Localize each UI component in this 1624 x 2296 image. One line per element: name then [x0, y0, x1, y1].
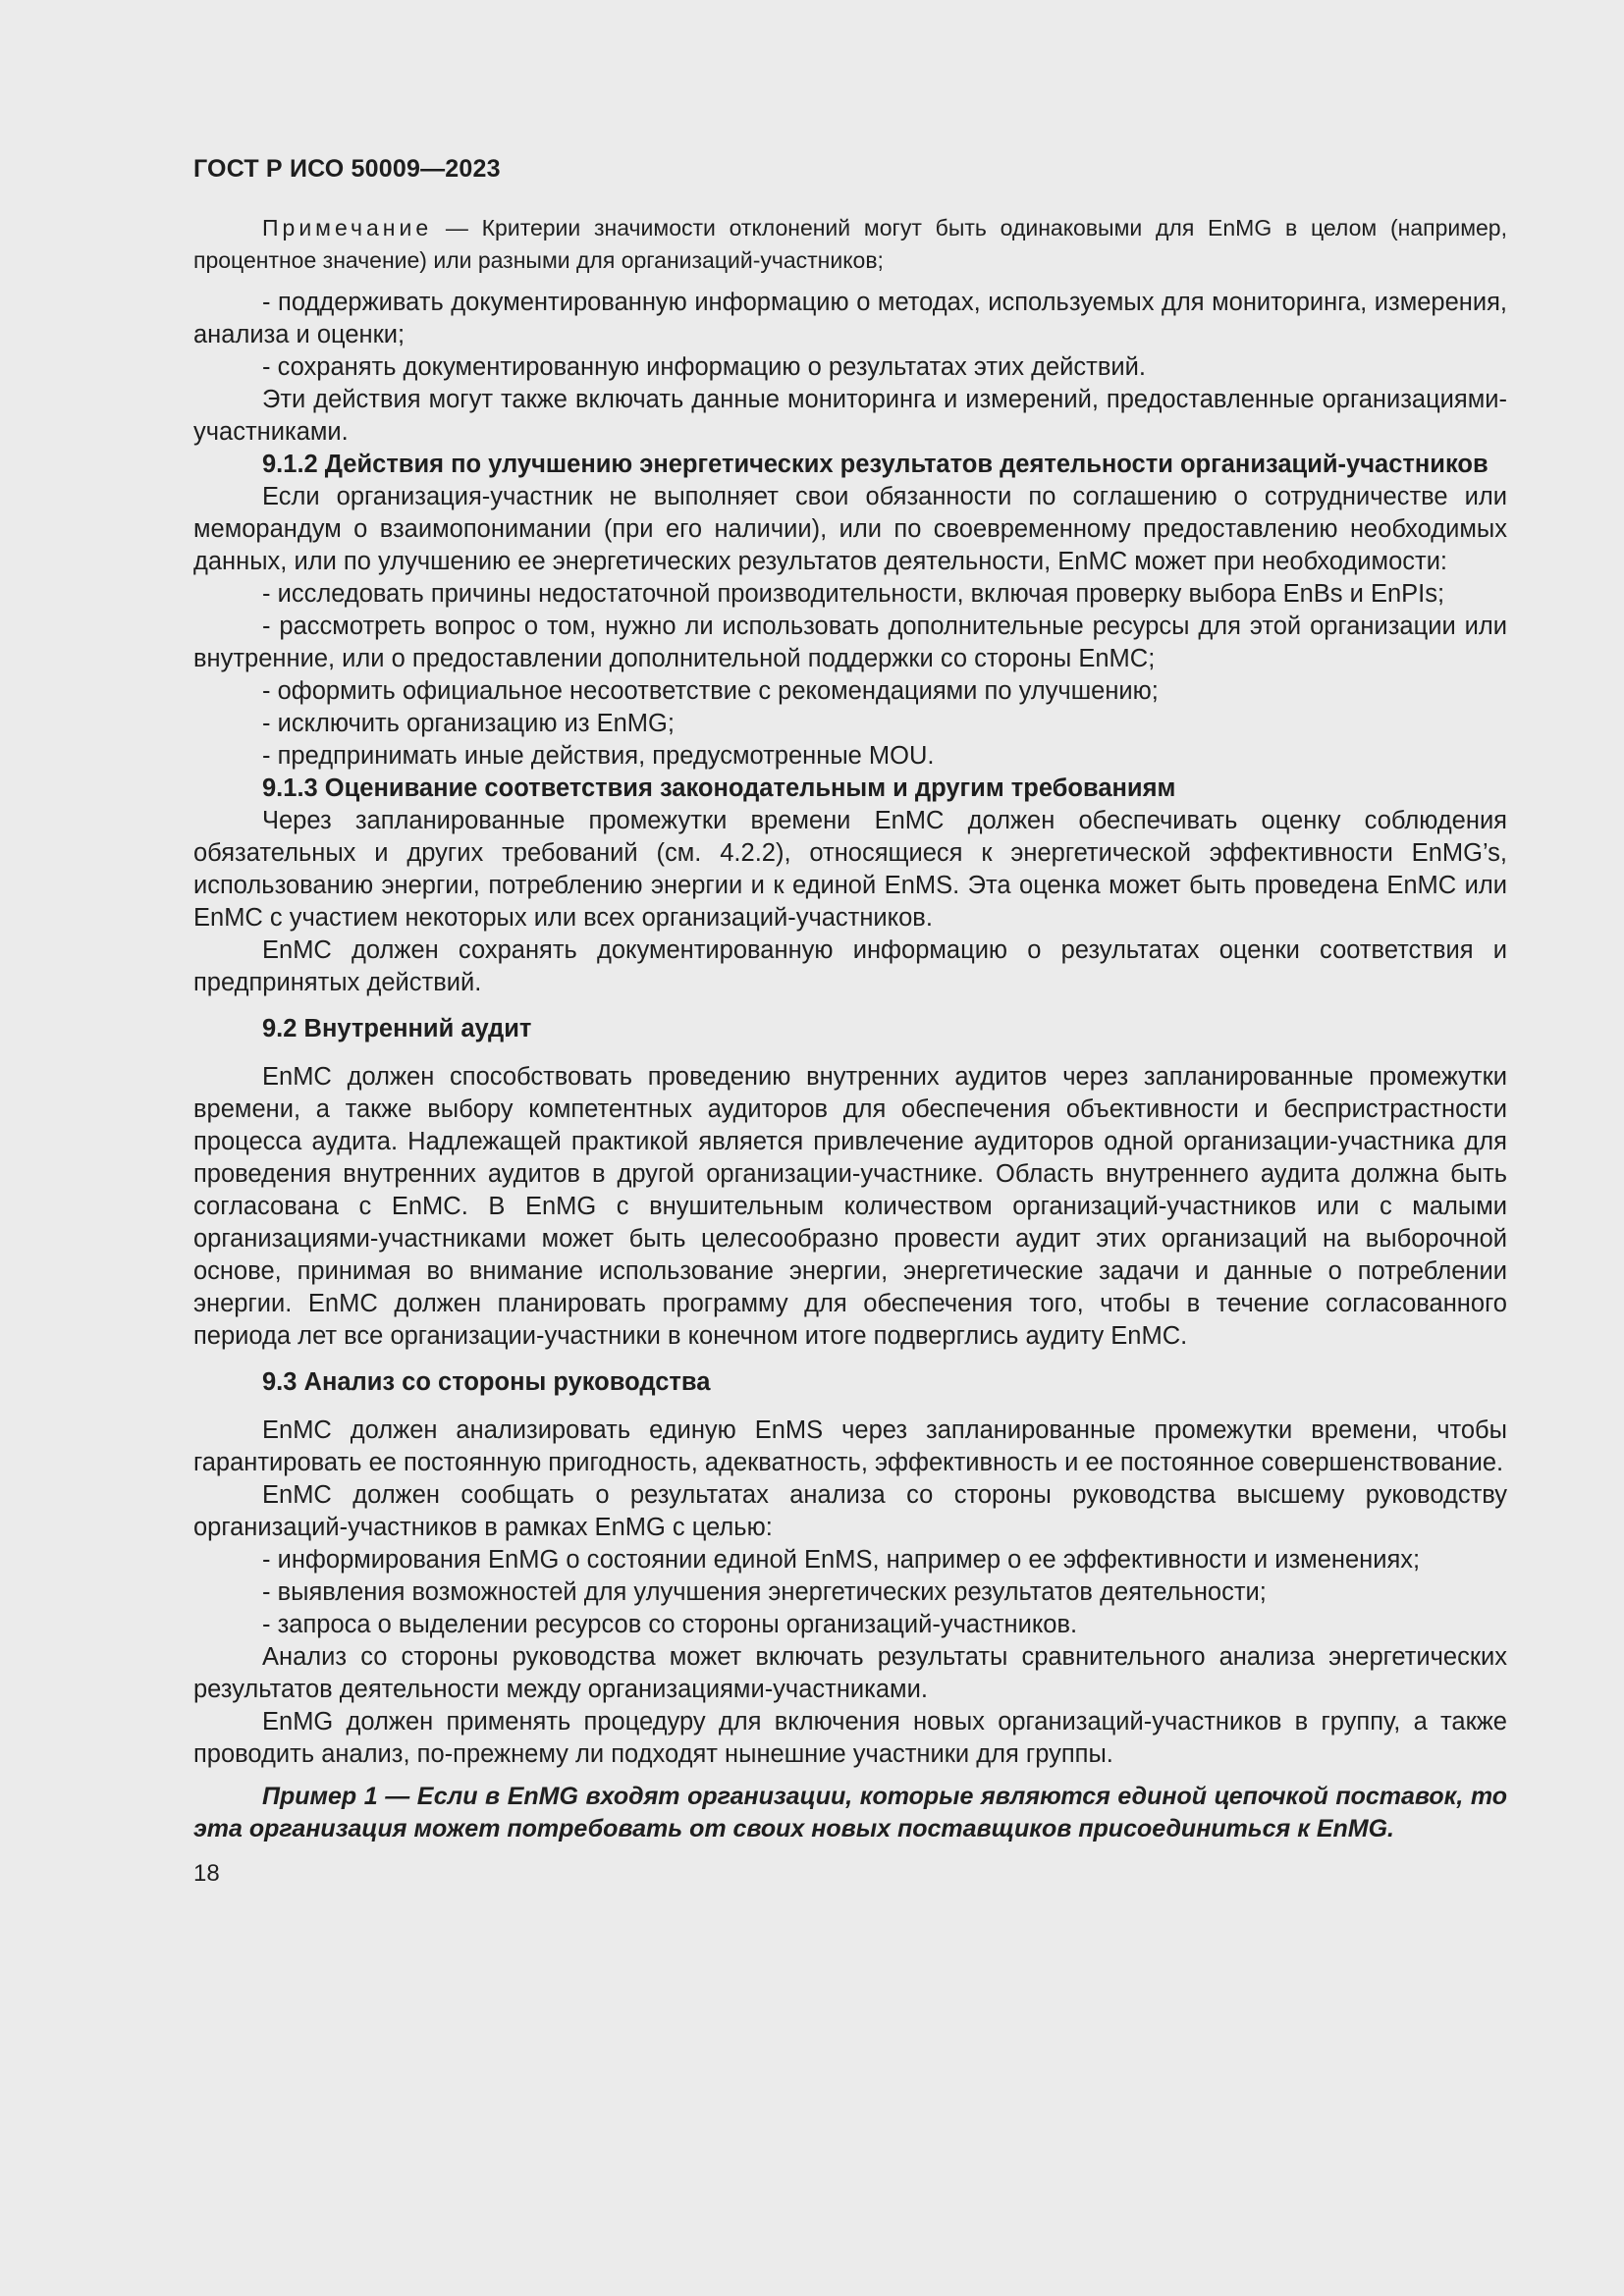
- example-1: Пример 1 — Если в EnMG входят организации, которые являются единой цепочкой поставок, то эта организация может потребовать от своих новых поставщиков присоединиться к EnMG.: [193, 1783, 1507, 1842]
- note: [193, 212, 1507, 277]
- paragraph: EnMC должен сообщать о результатах анализа со стороны руководства высшему руководству организаций-участников в рамках EnMG с целью:: [193, 1481, 1507, 1541]
- section-heading-9-2: 9.2 Внутренний аудит: [262, 1015, 532, 1042]
- list-item: - предпринимать иные действия, предусмотренные MOU.: [262, 742, 935, 770]
- section-heading-9-3: 9.3 Анализ со стороны руководства: [262, 1368, 711, 1396]
- list-item: - информирования EnMG о состоянии единой EnMS, например о ее эффективности и изменениях;: [262, 1546, 1421, 1574]
- list-item: - поддерживать документированную информацию о методах, используемых для мониторинга, измерения, анализа и оценки;: [193, 289, 1507, 348]
- paragraph: EnMC должен сохранять документированную информацию о результатах оценки соответствия и предпринятых действий.: [193, 936, 1507, 996]
- document-page: [193, 147, 1507, 1890]
- list-item: - запроса о выделении ресурсов со стороны организаций-участников.: [262, 1611, 1078, 1638]
- list-item: - исключить организацию из EnMG;: [262, 710, 675, 737]
- list-item: - оформить официальное несоответствие с рекомендациями по улучшению;: [262, 677, 1159, 705]
- list-item: - исследовать причины недостаточной производительности, включая проверку выбора EnBs и EnPIs;: [262, 580, 1445, 608]
- note-text: — Критерии значимости отклонений могут быть одинаковыми для EnMG в целом (например, процентное значение) или разными для организаций-участников;: [193, 215, 1507, 273]
- document-header: ГОСТ Р ИСО 50009—2023: [193, 155, 501, 183]
- paragraph: Через запланированные промежутки времени EnMC должен обеспечивать оценку соблюдения обязательных и других требований (см. 4.2.2), относящиеся к энергетической эффективности EnMG’s, использованию энергии, потреблению энергии и к единой EnMS. Эта оценка может быть проведена EnMC или EnMC с участием некоторых или всех организаций-участников.: [193, 807, 1507, 932]
- subsection-heading-9-1-2: 9.1.2 Действия по улучшению энергетических результатов деятельности организаций-участников: [262, 451, 1489, 478]
- list-item: - рассмотреть вопрос о том, нужно ли использовать дополнительные ресурсы для этой организации или внутренние, или о предоставлении дополнительной поддержки со стороны EnMC;: [193, 613, 1507, 672]
- list-item: - сохранять документированную информацию о результатах этих действий.: [262, 353, 1146, 381]
- list-item: - выявления возможностей для улучшения энергетических результатов деятельности;: [262, 1578, 1267, 1606]
- paragraph: EnMC должен анализировать единую EnMS через запланированные промежутки времени, чтобы гарантировать ее постоянную пригодность, адекватность, эффективность и ее постоянное совершенствование.: [193, 1416, 1507, 1476]
- paragraph: EnMC должен способствовать проведению внутренних аудитов через запланированные промежутки времени, а также выбору компетентных аудиторов для обеспечения объективности и беспристрастности процесса аудита. Надлежащей практикой является привлечение аудиторов одной организации-участника для проведения внутренних аудитов в другой организации-участнике. Область внутреннего аудита должна быть согласована с EnMC. В EnMG с внушительным количеством организаций-участников или с малыми организациями-участниками может быть целесообразно провести аудит этих организаций на выборочной основе, принимая во внимание использование энергии, энергетические задачи и данные о потреблении энергии. EnMC должен планировать программу для обеспечения того, чтобы в течение согласованного периода лет все организации-участники в конечном итоге подверглись аудиту EnMC.: [193, 1063, 1507, 1350]
- paragraph: Эти действия могут также включать данные мониторинга и измерений, предоставленные организациями-участниками.: [193, 386, 1507, 446]
- page-number: 18: [193, 1860, 220, 1887]
- paragraph: EnMG должен применять процедуру для включения новых организаций-участников в группу, а также проводить анализ, по-прежнему ли подходят нынешние участники для группы.: [193, 1708, 1507, 1768]
- paragraph: Если организация-участник не выполняет свои обязанности по соглашению о сотрудничестве или меморандум о взаимопонимании (при его наличии), или по своевременному предоставлению необходимых данных, или по улучшению ее энергетических результатов деятельности, EnMC может при необходимости:: [193, 483, 1507, 575]
- paragraph: Анализ со стороны руководства может включать результаты сравнительного анализа энергетических результатов деятельности между организациями-участниками.: [193, 1643, 1507, 1703]
- subsection-heading-9-1-3: 9.1.3 Оценивание соответствия законодательным и другим требованиям: [262, 774, 1176, 802]
- note-label: Примечание: [262, 215, 433, 240]
